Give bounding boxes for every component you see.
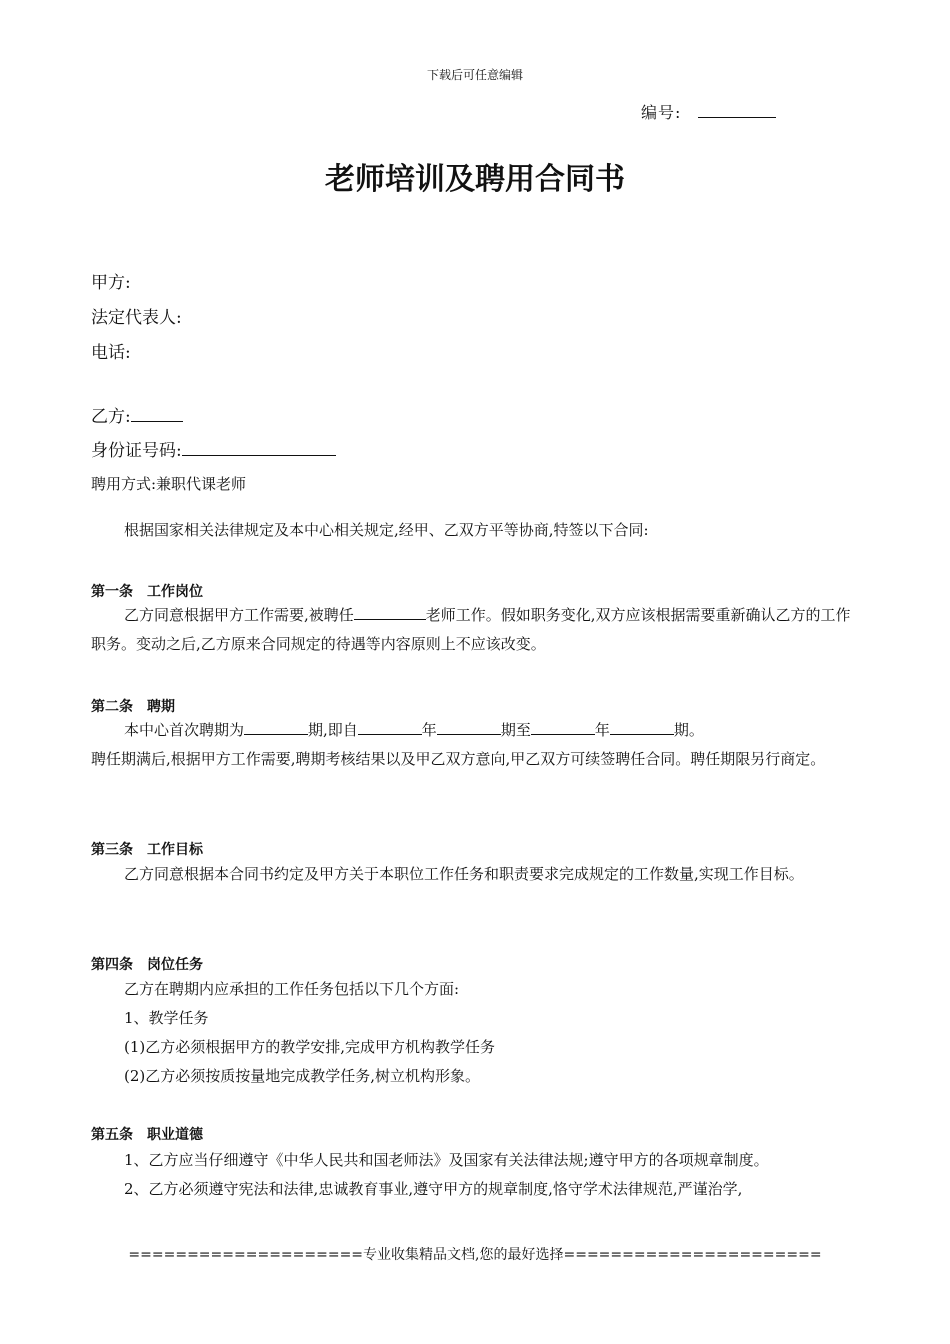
section-3-heading — [91, 839, 203, 859]
term-blank-1 — [244, 718, 308, 735]
serial-number — [641, 100, 776, 123]
term-blank-5 — [610, 718, 674, 735]
id-number-blank — [182, 439, 336, 456]
section-3-number: 第三条 — [91, 842, 133, 858]
section-4-intro: 乙方在聘期内应承担的工作任务包括以下几个方面: — [124, 980, 460, 998]
section-1-text-a: 乙方同意根据甲方工作需要,被聘任 — [124, 606, 354, 624]
section-1-number: 第一条 — [91, 584, 133, 600]
footer-banner: ====================专业收集精品文档,您的最好选择====================== — [128, 1247, 822, 1263]
position-blank — [354, 603, 426, 620]
section-1-paragraph — [91, 601, 861, 659]
term-text-d: 期至 — [500, 721, 531, 739]
section-3-paragraph: 乙方同意根据本合同书约定及甲方关于本职位工作任务和职责要求完成规定的工作数量,实现工作目标。 — [124, 865, 804, 883]
preamble: 根据国家相关法律规定及本中心相关规定,经甲、乙双方平等协商,特签以下合同: — [124, 521, 649, 539]
section-3-name: 工作目标 — [147, 842, 203, 858]
document-title: 老师培训及聘用合同书 — [325, 162, 625, 197]
section-2-name: 聘期 — [147, 699, 175, 715]
legal-representative-label: 法定代表人: — [91, 308, 182, 328]
term-blank-4 — [531, 718, 595, 735]
section-4-number: 第四条 — [91, 957, 133, 973]
term-text-f: 期。 — [673, 721, 704, 739]
term-text-e: 年 — [594, 721, 610, 739]
serial-blank — [698, 101, 776, 118]
section-5-item-2: 2、乙方必须遵守宪法和法律,忠诚教育事业,遵守甲方的规章制度,恪守学术法律规范,严谨治学, — [124, 1180, 743, 1198]
section-4-item-1: 1、教学任务 — [124, 1009, 209, 1027]
term-blank-2 — [358, 718, 422, 735]
section-4-name: 岗位任务 — [147, 957, 203, 973]
party-b-line — [91, 402, 183, 427]
section-2-number: 第二条 — [91, 699, 133, 715]
section-2-heading — [91, 696, 175, 716]
section-1-name: 工作岗位 — [147, 584, 203, 600]
section-4-subitem-1: (1)乙方必须根据甲方的教学安排,完成甲方机构教学任务 — [124, 1038, 496, 1056]
section-2-renewal: 聘任期满后,根据甲方工作需要,聘期考核结果以及甲乙双方意向,甲乙双方可续签聘任合同。聘任期限另行商定。 — [91, 750, 826, 768]
section-4-heading — [91, 954, 203, 974]
section-1-text-b: 老师工作。假如职务变化,双方应该根据需要重新确认乙方的工作职务。变动之后,乙方原来合同规定的待遇等内容原则上不应该改变。 — [91, 606, 851, 653]
serial-label: 编号: — [641, 103, 682, 122]
section-5-heading — [91, 1124, 203, 1144]
id-number-line — [91, 436, 336, 461]
section-4-subitem-2: (2)乙方必须按质按量地完成教学任务,树立机构形象。 — [124, 1067, 481, 1085]
term-text-b: 期,即自 — [308, 721, 358, 739]
party-a-label: 甲方: — [91, 273, 131, 293]
section-5-number: 第五条 — [91, 1127, 133, 1143]
term-blank-3 — [437, 718, 501, 735]
term-text-a: 本中心首次聘期为 — [124, 721, 245, 739]
section-2-term-line — [91, 716, 861, 745]
section-1-heading — [91, 581, 203, 601]
phone-label: 电话: — [91, 343, 131, 363]
party-b-blank — [131, 405, 183, 422]
id-number-label: 身份证号码: — [91, 441, 182, 461]
party-b-label: 乙方: — [91, 407, 131, 427]
hire-mode: 聘用方式:兼职代课老师 — [91, 475, 247, 493]
section-5-name: 职业道德 — [147, 1127, 203, 1143]
section-5-item-1: 1、乙方应当仔细遵守《中华人民共和国老师法》及国家有关法律法规;遵守甲方的各项规章制度。 — [124, 1151, 769, 1169]
term-text-c: 年 — [421, 721, 437, 739]
top-note: 下载后可任意编辑 — [426, 68, 523, 82]
